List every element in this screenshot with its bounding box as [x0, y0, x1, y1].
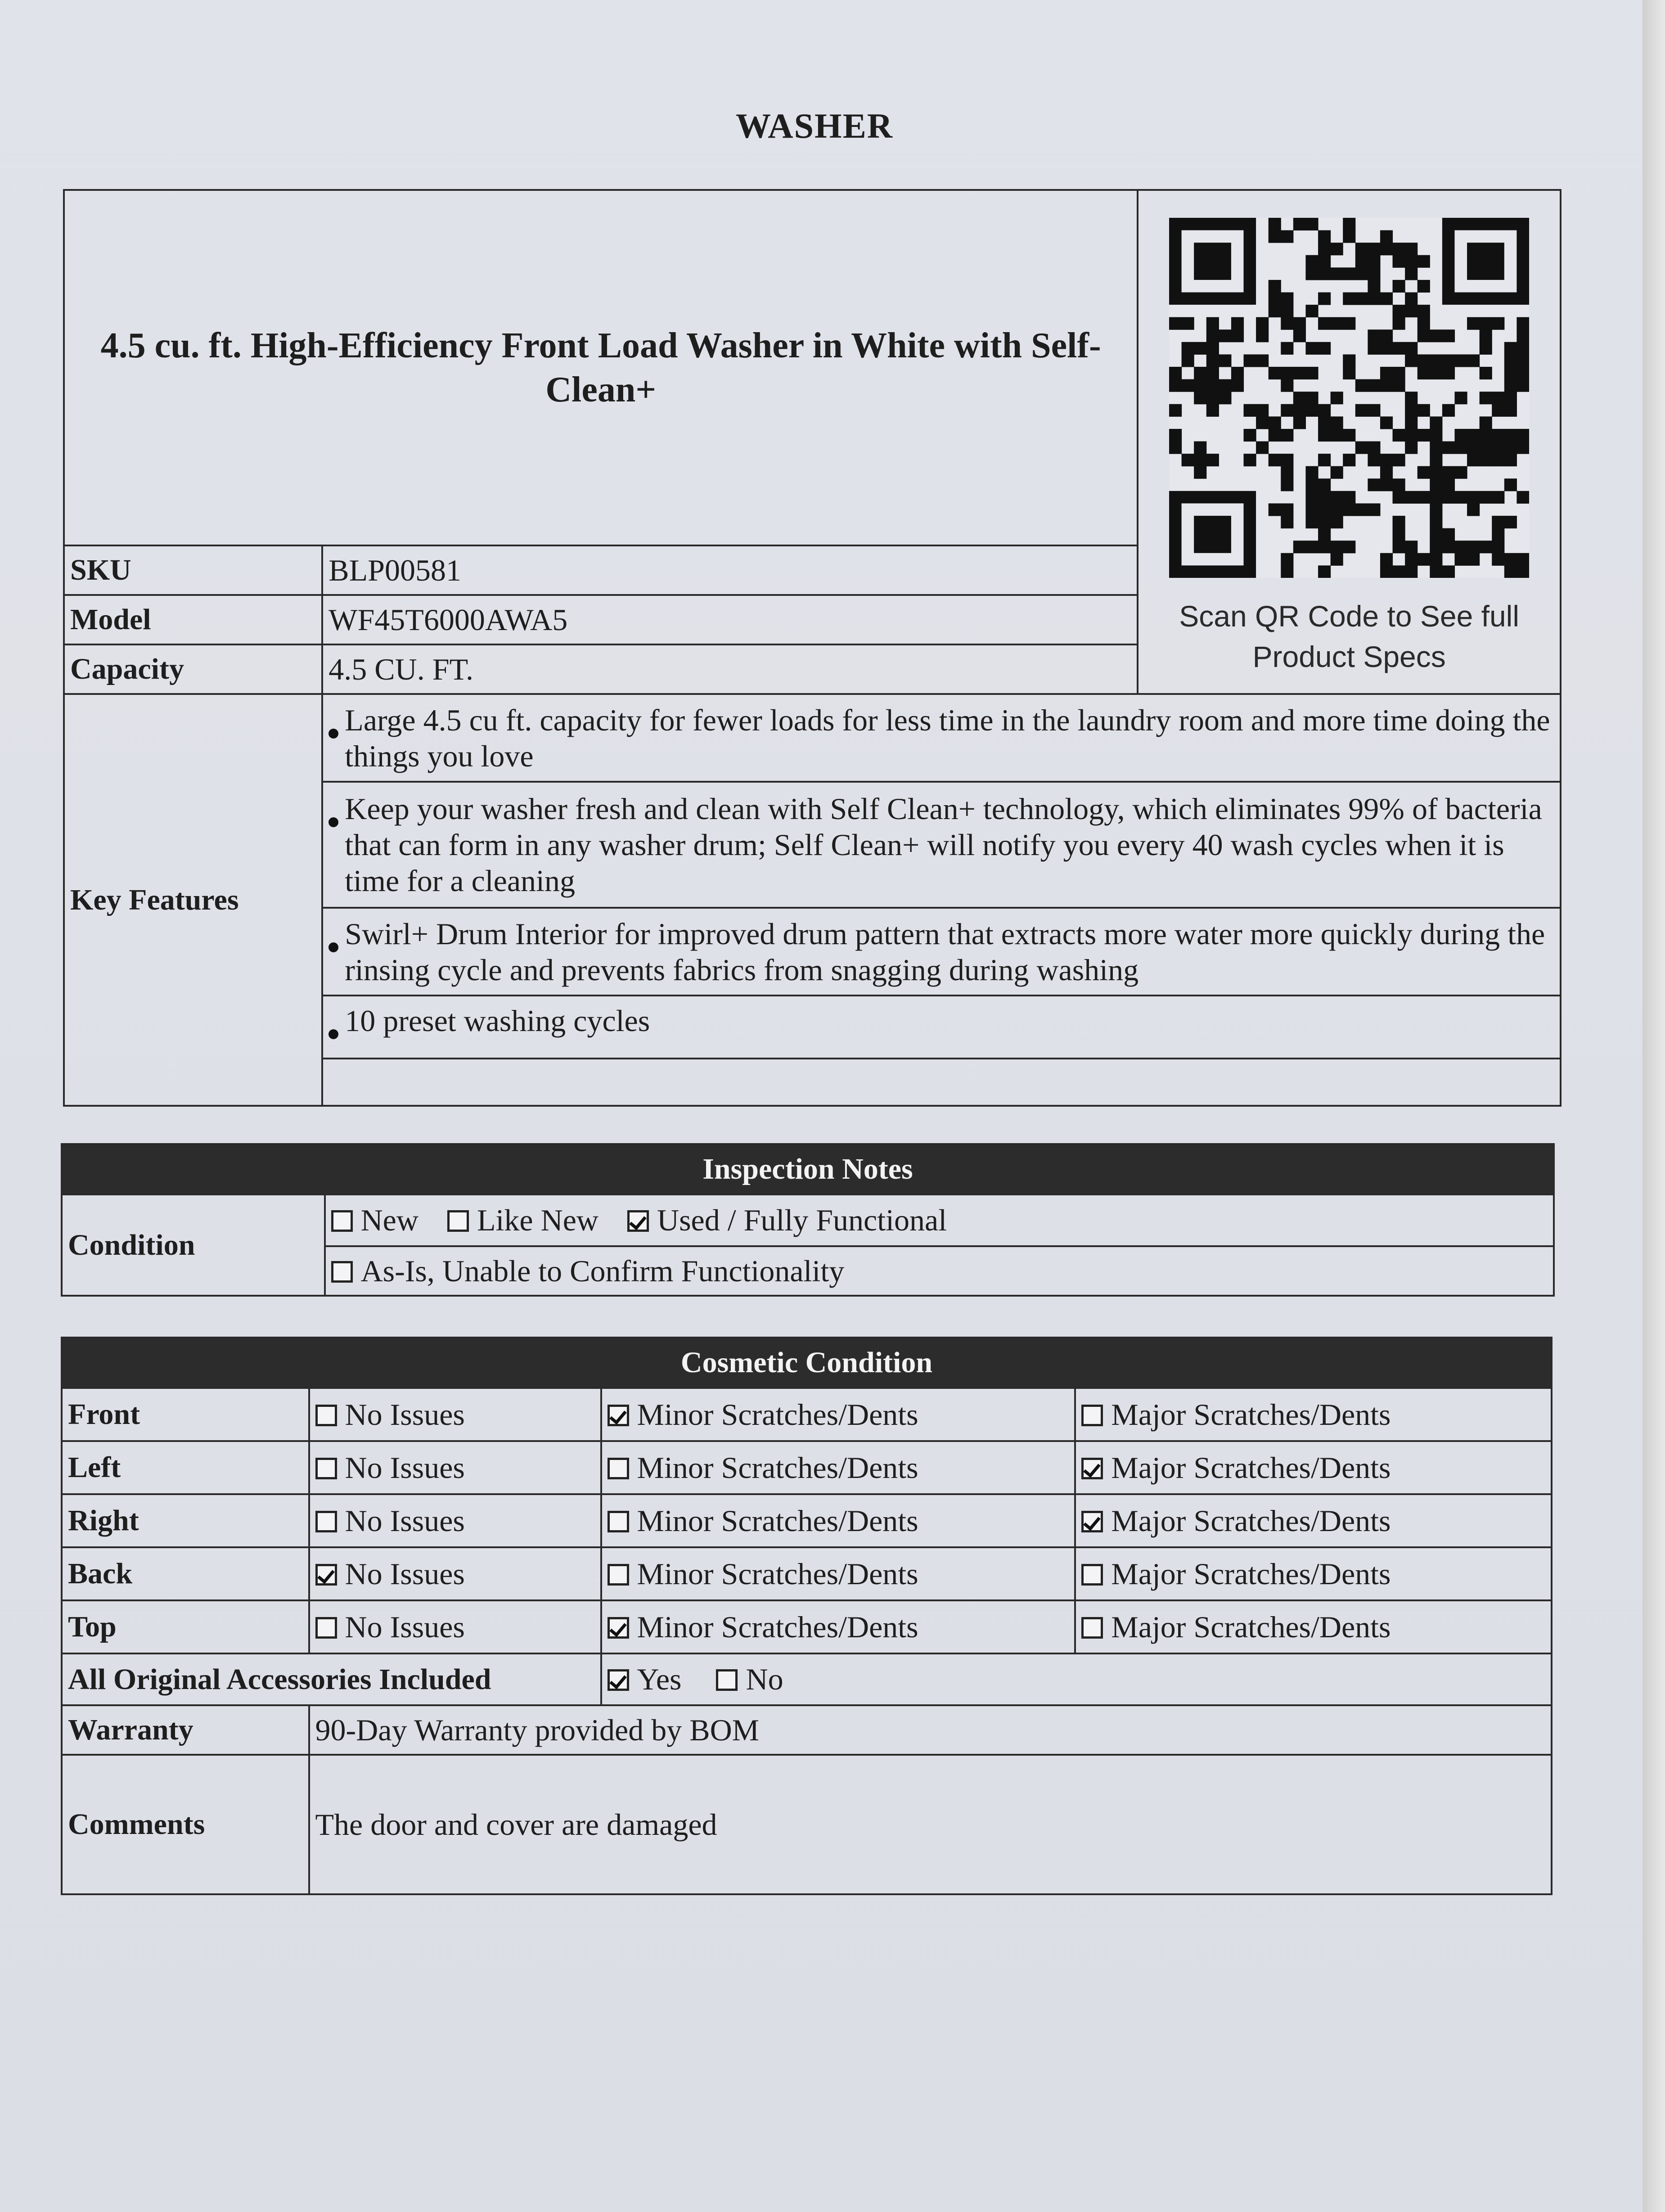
cosmetic-row — [62, 1600, 1552, 1653]
feature-item: Keep your washer fresh and clean with Self Clean+ technology, which eliminates 99% of bacteria that can form in any washer drum; Self Clean+ will notify you every 40 wash cycles when it is time for a cleaning — [322, 782, 1561, 908]
condition-options-row1 — [325, 1194, 1554, 1246]
checkbox-icon[interactable] — [315, 1564, 337, 1586]
key-features-label: Key Features — [64, 694, 322, 1106]
cosmetic-option-minor[interactable]: Minor Scratches/Dents — [601, 1441, 1076, 1494]
checkbox-icon[interactable] — [1081, 1511, 1103, 1532]
qr-code-icon[interactable] — [1169, 218, 1529, 578]
qr-cell — [1138, 190, 1561, 694]
cosmetic-option-no-issues[interactable]: No Issues — [309, 1388, 601, 1441]
cosmetic-side-label: Back — [62, 1547, 309, 1600]
checkbox-icon[interactable] — [1081, 1458, 1103, 1479]
condition-option-as-is[interactable]: As-Is, Unable to Confirm Functionality — [331, 1253, 845, 1289]
warranty-value: 90-Day Warranty provided by BOM — [309, 1705, 1552, 1755]
bullet-icon — [328, 1029, 338, 1039]
feature-item: 10 preset washing cycles — [322, 996, 1561, 1059]
checkbox-icon[interactable] — [1081, 1564, 1103, 1586]
checkbox-icon[interactable] — [315, 1617, 337, 1639]
cosmetic-header: Cosmetic Condition — [62, 1338, 1552, 1388]
checkbox-icon[interactable] — [608, 1564, 629, 1586]
checkbox-icon[interactable] — [331, 1261, 353, 1283]
cosmetic-row — [62, 1494, 1552, 1547]
cosmetic-side-label: Left — [62, 1441, 309, 1494]
cosmetic-option-minor[interactable]: Minor Scratches/Dents — [601, 1388, 1076, 1441]
cosmetic-option-minor[interactable]: Minor Scratches/Dents — [601, 1600, 1076, 1653]
accessories-label: All Original Accessories Included — [62, 1653, 601, 1705]
cosmetic-option-major[interactable]: Major Scratches/Dents — [1075, 1494, 1552, 1547]
product-table — [63, 189, 1562, 1107]
cosmetic-side-label: Top — [62, 1600, 309, 1653]
checkbox-icon[interactable] — [315, 1405, 337, 1426]
bullet-icon — [328, 942, 338, 952]
qr-caption: Scan QR Code to See full Product Specs — [1179, 599, 1519, 673]
cosmetic-option-no-issues[interactable]: No Issues — [309, 1441, 601, 1494]
spec-value-model: WF45T6000AWA5 — [322, 595, 1138, 644]
warranty-label: Warranty — [62, 1705, 309, 1755]
inspection-table — [61, 1143, 1555, 1297]
cosmetic-row — [62, 1547, 1552, 1600]
cosmetic-table — [61, 1337, 1552, 1895]
checkbox-icon[interactable] — [315, 1458, 337, 1479]
checkbox-icon[interactable] — [608, 1617, 629, 1639]
cosmetic-side-label: Front — [62, 1388, 309, 1441]
checkbox-icon[interactable] — [716, 1669, 738, 1691]
checkbox-icon[interactable] — [608, 1511, 629, 1532]
checkbox-icon[interactable] — [1081, 1617, 1103, 1639]
cosmetic-option-major[interactable]: Major Scratches/Dents — [1075, 1600, 1552, 1653]
accessories-options — [601, 1653, 1552, 1705]
cosmetic-option-no-issues[interactable]: No Issues — [309, 1494, 601, 1547]
spec-label-model: Model — [64, 595, 322, 644]
bullet-icon — [328, 729, 338, 739]
cosmetic-side-label: Right — [62, 1494, 309, 1547]
accessories-yes[interactable]: Yes — [608, 1662, 682, 1697]
checkbox-icon[interactable] — [1081, 1405, 1103, 1426]
cosmetic-row — [62, 1388, 1552, 1441]
checkbox-icon[interactable] — [608, 1458, 629, 1479]
condition-option-used[interactable]: Used / Fully Functional — [627, 1203, 947, 1238]
accessories-no[interactable]: No — [716, 1662, 783, 1697]
feature-item: Swirl+ Drum Interior for improved drum pattern that extracts more water more quickly during the rinsing cycle and prevents fabrics from snagging during washing — [322, 908, 1561, 996]
cosmetic-option-no-issues[interactable]: No Issues — [309, 1600, 601, 1653]
bullet-icon — [328, 817, 338, 827]
condition-option-like-new[interactable]: Like New — [447, 1203, 598, 1238]
inspection-header: Inspection Notes — [62, 1144, 1554, 1194]
spec-value-sku: BLP00581 — [322, 545, 1138, 595]
cosmetic-option-major[interactable]: Major Scratches/Dents — [1075, 1388, 1552, 1441]
cosmetic-option-minor[interactable]: Minor Scratches/Dents — [601, 1547, 1076, 1600]
product-title: 4.5 cu. ft. High-Efficiency Front Load Washer in White with Self-Clean+ — [64, 190, 1138, 545]
comments-label: Comments — [62, 1755, 309, 1894]
feature-item: Large 4.5 cu ft. capacity for fewer loads for less time in the laundry room and more time doing the things you love — [322, 694, 1561, 782]
comments-value: The door and cover are damaged — [309, 1755, 1552, 1894]
condition-option-new[interactable]: New — [331, 1203, 418, 1238]
feature-item-empty — [322, 1059, 1561, 1106]
checkbox-icon[interactable] — [608, 1405, 629, 1426]
condition-label: Condition — [62, 1194, 325, 1296]
cosmetic-option-major[interactable]: Major Scratches/Dents — [1075, 1441, 1552, 1494]
cosmetic-option-major[interactable]: Major Scratches/Dents — [1075, 1547, 1552, 1600]
cosmetic-row — [62, 1441, 1552, 1494]
condition-options-row2 — [325, 1246, 1554, 1296]
checkbox-icon[interactable] — [447, 1210, 469, 1232]
checkbox-icon[interactable] — [315, 1511, 337, 1532]
paper-edge — [1642, 0, 1665, 2212]
checkbox-icon[interactable] — [608, 1669, 629, 1691]
checkbox-icon[interactable] — [627, 1210, 649, 1232]
spec-label-sku: SKU — [64, 545, 322, 595]
checkbox-icon[interactable] — [331, 1210, 353, 1232]
spec-label-capacity: Capacity — [64, 644, 322, 694]
spec-value-capacity: 4.5 CU. FT. — [322, 644, 1138, 694]
cosmetic-option-no-issues[interactable]: No Issues — [309, 1547, 601, 1600]
cosmetic-option-minor[interactable]: Minor Scratches/Dents — [601, 1494, 1076, 1547]
document-title: WASHER — [735, 106, 894, 145]
